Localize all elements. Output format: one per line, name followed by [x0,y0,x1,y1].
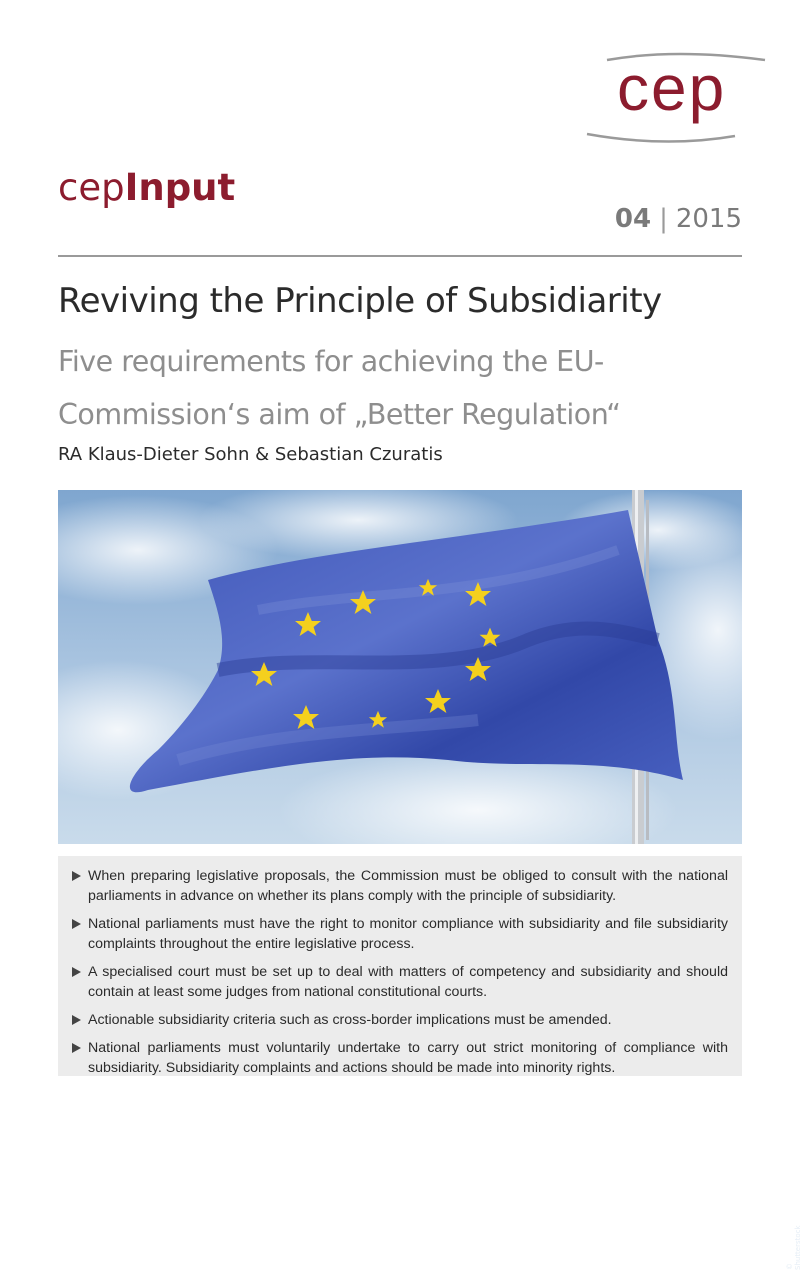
series-suffix: Input [124,166,236,209]
cep-logo [585,50,770,150]
page-title: Reviving the Principle of Subsidiarity [58,281,662,321]
summary-box [58,856,742,1076]
eu-flag-image [58,490,742,844]
list-item-text: When preparing legislative proposals, the Commission must be obliged to consult with the national parliaments in advance on whether its plans comply with the principle of subsidiarity. [88,868,728,904]
list-item [72,914,728,954]
list-item-text: National parliaments must have the right to monitor compliance with subsidiarity and file subsidiarity complaints throughout the entire legislative process. [88,916,728,952]
summary-list [58,856,742,1078]
list-item [72,866,728,906]
issue-year: 2015 [675,204,742,234]
triangle-bullet-icon [72,919,81,929]
page-subtitle: Five requirements for achieving the EU-Commission‘s aim of „Better Regulation“ [58,345,621,431]
list-item [72,1038,728,1078]
list-item-text: A specialised court must be set up to deal with matters of competency and subsidiarity and should contain at least some judges from national constitutional courts. [88,964,728,1000]
triangle-bullet-icon [72,871,81,881]
series-prefix: cep [58,166,125,209]
triangle-bullet-icon [72,1043,81,1053]
list-item [72,1010,728,1030]
triangle-bullet-icon [72,1015,81,1025]
list-item [72,962,728,1002]
list-item-text: Actionable subsidiarity criteria such as cross-border implications must be amended. [88,1012,612,1028]
header-divider [58,255,742,257]
authors: RA Klaus-Dieter Sohn & Sebastian Czuratis [58,444,443,465]
issue-label [615,202,742,236]
triangle-bullet-icon [72,967,81,977]
list-item-text: National parliaments must voluntarily undertake to carry out strict monitoring of compliance with subsidiarity. Subsidiarity complaints and actions should be made into minority rights. [88,1040,728,1076]
issue-number: 04 [614,204,652,234]
series-name [58,166,235,210]
logo-text: cep [617,52,727,124]
photo-credit: © Shutterstock [786,1225,802,1270]
issue-separator: | [659,204,668,234]
